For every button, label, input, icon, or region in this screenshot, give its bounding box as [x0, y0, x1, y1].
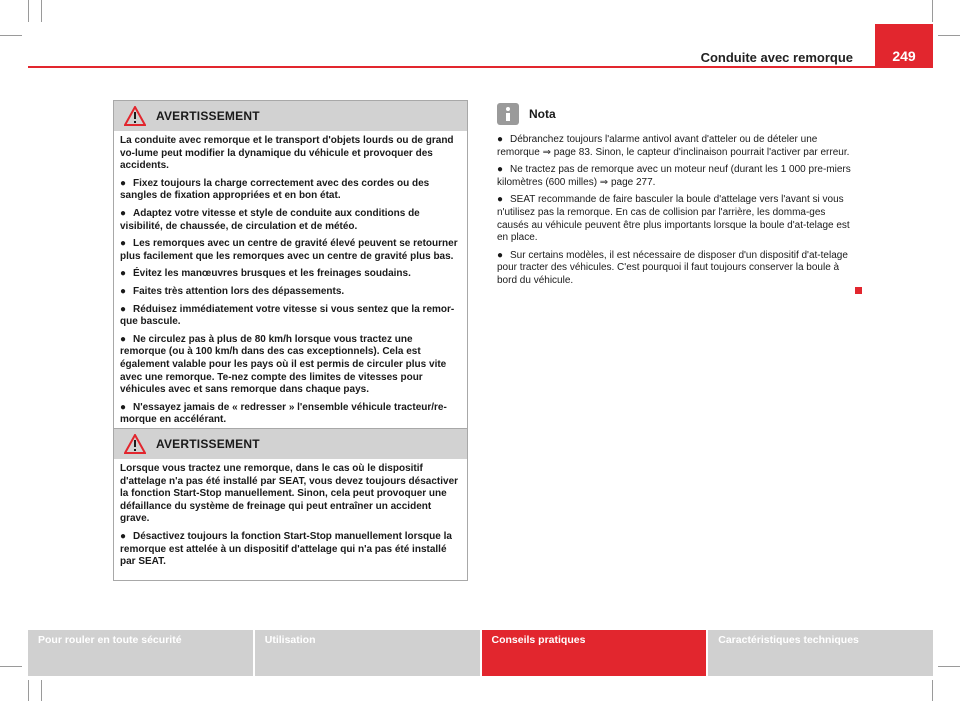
- crop-mark: [0, 666, 22, 667]
- list-item: ● Désactivez toujours la fonction Start-Stop manuellement lorsque la remorque est attelée à un dispositif d'attelage qui n'a pas été installé par SEAT.: [120, 530, 452, 568]
- bullet-icon: ●: [120, 303, 127, 315]
- crop-mark: [41, 680, 42, 701]
- warning-body: [114, 459, 467, 580]
- list-item: ● Adaptez votre vitesse et style de conduite aux conditions de visibilité, de chaussée, de circulation et de météo.: [120, 207, 420, 232]
- crop-mark: [932, 0, 933, 22]
- list-item: ● Les remorques avec un centre de gravité élevé peuvent se retourner plus facilement que les remorques avec un centre de gravité plus bas.: [120, 238, 458, 262]
- bullet-icon: ●: [120, 401, 127, 413]
- warning-box-1: [113, 100, 468, 439]
- note-body: [497, 134, 853, 288]
- footer-tab-securite[interactable]: Pour rouler en toute sécurité: [28, 630, 253, 676]
- bullet-icon: ●: [120, 177, 127, 189]
- bullet-icon: ●: [497, 194, 504, 206]
- list-item: ● Fixez toujours la charge correctement avec des cordes ou des sangles de fixation appropriées et en bon état.: [120, 177, 430, 202]
- note-title: Nota: [529, 107, 556, 121]
- header-divider: [28, 66, 933, 68]
- note-section: [497, 100, 853, 293]
- info-icon: [497, 103, 519, 125]
- warning-intro: La conduite avec remorque et le transport d'objets lourds ou de grand vo-lume peut modifier la dynamique du véhicule et provoquer des accidents.: [120, 135, 454, 172]
- warning-header: [114, 101, 467, 131]
- list-item: ● Ne circulez pas à plus de 80 km/h lorsque vous tractez une remorque (ou à 100 km/h dans des cas exceptionnels). Cela est également valable pour les pays où il est permis de circuler plus vite avec une remorque. Te-nez compte des limites de vitesses pour véhicules avec et sans remorque dans chaque pays.: [120, 333, 447, 396]
- list-item: ● SEAT recommande de faire basculer la boule d'attelage vers l'avant si vous n'utilisez pas la remorque. En cas de collision par l'arrière, les domma-ges causés au véhicule peuvent être plus importants lorsque la boule d'at-telage est en place.: [497, 194, 850, 244]
- list-item: ● N'essayez jamais de « redresser » l'ensemble véhicule tracteur/re-morque en accélérant.: [120, 401, 447, 426]
- bullet-icon: ●: [497, 134, 504, 145]
- list-item: ● Évitez les manœuvres brusques et les freinages soudains.: [120, 268, 411, 280]
- bullet-icon: ●: [120, 285, 127, 297]
- bullet-icon: ●: [497, 249, 504, 261]
- crop-mark: [41, 0, 42, 22]
- crop-mark: [0, 35, 22, 36]
- bullet-icon: ●: [120, 207, 127, 219]
- crop-mark: [28, 680, 29, 701]
- bullet-icon: ●: [120, 333, 127, 345]
- footer-nav: [28, 630, 933, 676]
- list-item: ● Sur certains modèles, il est nécessaire de disposer d'un dispositif d'at-telage pour tracter des véhicules. C'est pourquoi il faut toujours conserver la boule à bord du véhicule.: [497, 249, 848, 286]
- warning-box-2: [113, 428, 468, 581]
- warning-header: [114, 429, 467, 459]
- page-number: 249: [875, 24, 933, 68]
- warning-title: AVERTISSEMENT: [156, 437, 260, 451]
- footer-tab-caracteristiques[interactable]: Caractéristiques techniques: [708, 630, 933, 676]
- list-item: ● Réduisez immédiatement votre vitesse si vous sentez que la remor-que bascule.: [120, 303, 455, 328]
- section-end-mark: [855, 287, 862, 294]
- list-item: ● Débranchez toujours l'alarme antivol avant d'atteler ou de dételer une remorque ⇒ page 83. Sinon, le capteur d'inclinaison pourrait l'activer par erreur.: [497, 134, 850, 158]
- warning-intro: Lorsque vous tractez une remorque, dans le cas où le dispositif d'attelage n'a pas été installé par SEAT, vous devez toujours désactiver la fonction Start-Stop manuellement. Sinon, cela peut provoquer une défaillance du système de freinage qui peut entraîner un accident grave.: [120, 463, 459, 525]
- crop-mark: [938, 666, 960, 667]
- warning-body: [114, 131, 467, 438]
- note-header: [497, 100, 853, 128]
- footer-tab-utilisation[interactable]: Utilisation: [255, 630, 480, 676]
- warning-title: AVERTISSEMENT: [156, 109, 260, 123]
- bullet-icon: ●: [120, 268, 127, 280]
- bullet-icon: ●: [497, 164, 504, 176]
- footer-tab-conseils[interactable]: Conseils pratiques: [482, 630, 707, 676]
- warning-triangle-icon: [124, 434, 146, 454]
- bullet-icon: ●: [120, 238, 127, 250]
- crop-mark: [932, 680, 933, 701]
- page-header-title: Conduite avec remorque: [700, 50, 853, 65]
- list-item: ● Faites très attention lors des dépassements.: [120, 285, 345, 297]
- crop-mark: [28, 0, 29, 22]
- bullet-icon: ●: [120, 530, 127, 542]
- list-item: ● Ne tractez pas de remorque avec un moteur neuf (durant les 1 000 pre-miers kilomètres (600 milles) ⇒ page 277.: [497, 164, 851, 188]
- warning-triangle-icon: [124, 106, 146, 126]
- crop-mark: [938, 35, 960, 36]
